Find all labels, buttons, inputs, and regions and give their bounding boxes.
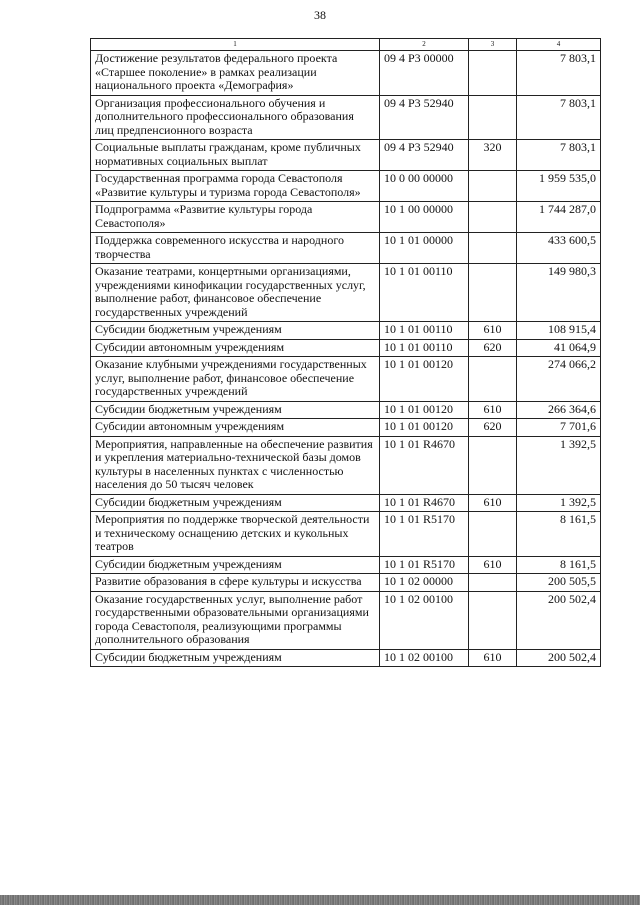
row-code: 10 1 01 00000 bbox=[380, 233, 469, 264]
row-code: 10 1 02 00100 bbox=[380, 649, 469, 667]
row-code: 10 1 01 R4670 bbox=[380, 436, 469, 494]
row-code: 10 1 01 00110 bbox=[380, 264, 469, 322]
row-amount: 200 505,5 bbox=[517, 574, 601, 592]
row-code: 10 1 01 R5170 bbox=[380, 512, 469, 557]
row-code: 10 1 01 00120 bbox=[380, 357, 469, 402]
row-amount: 200 502,4 bbox=[517, 591, 601, 649]
row-type: 620 bbox=[469, 419, 517, 437]
row-name: Оказание клубными учреждениями государственных услуг, выполнение работ, финансовое обеспечение государственных учреждений bbox=[91, 357, 380, 402]
row-amount: 433 600,5 bbox=[517, 233, 601, 264]
row-name: Субсидии бюджетным учреждениям bbox=[91, 649, 380, 667]
table-row bbox=[91, 264, 601, 322]
row-type: 610 bbox=[469, 649, 517, 667]
row-type bbox=[469, 51, 517, 96]
table-row bbox=[91, 436, 601, 494]
row-code: 10 1 01 00120 bbox=[380, 419, 469, 437]
row-type: 610 bbox=[469, 401, 517, 419]
table-row bbox=[91, 233, 601, 264]
row-name: Мероприятия по поддержке творческой деятельности и техническому оснащению детских и кукольных театров bbox=[91, 512, 380, 557]
row-code: 10 1 01 00110 bbox=[380, 322, 469, 340]
row-name: Субсидии бюджетным учреждениям bbox=[91, 322, 380, 340]
row-amount: 41 064,9 bbox=[517, 339, 601, 357]
row-type bbox=[469, 171, 517, 202]
row-amount: 1 392,5 bbox=[517, 436, 601, 494]
row-type bbox=[469, 436, 517, 494]
row-name: Субсидии бюджетным учреждениям bbox=[91, 401, 380, 419]
row-type bbox=[469, 233, 517, 264]
scan-edge-artifact bbox=[0, 895, 640, 905]
row-amount: 274 066,2 bbox=[517, 357, 601, 402]
row-type bbox=[469, 202, 517, 233]
row-type bbox=[469, 591, 517, 649]
row-amount: 7 701,6 bbox=[517, 419, 601, 437]
row-amount: 8 161,5 bbox=[517, 512, 601, 557]
row-amount: 1 959 535,0 bbox=[517, 171, 601, 202]
row-type bbox=[469, 264, 517, 322]
row-type: 320 bbox=[469, 140, 517, 171]
table-row bbox=[91, 95, 601, 140]
row-name: Субсидии автономным учреждениям bbox=[91, 339, 380, 357]
row-name: Развитие образования в сфере культуры и искусства bbox=[91, 574, 380, 592]
row-type bbox=[469, 95, 517, 140]
row-name: Организация профессионального обучения и дополнительного профессионального образования лиц предпенсионного возраста bbox=[91, 95, 380, 140]
row-code: 10 1 02 00100 bbox=[380, 591, 469, 649]
table-row bbox=[91, 171, 601, 202]
row-amount: 7 803,1 bbox=[517, 51, 601, 96]
column-header-type: 3 bbox=[469, 39, 517, 51]
row-amount: 108 915,4 bbox=[517, 322, 601, 340]
table-row bbox=[91, 556, 601, 574]
row-code: 10 1 02 00000 bbox=[380, 574, 469, 592]
row-type: 610 bbox=[469, 494, 517, 512]
row-name: Субсидии бюджетным учреждениям bbox=[91, 556, 380, 574]
table-row bbox=[91, 322, 601, 340]
row-amount: 1 744 287,0 bbox=[517, 202, 601, 233]
table-row bbox=[91, 512, 601, 557]
table-row bbox=[91, 51, 601, 96]
table-row bbox=[91, 401, 601, 419]
row-code: 10 0 00 00000 bbox=[380, 171, 469, 202]
row-type: 610 bbox=[469, 556, 517, 574]
row-name: Социальные выплаты гражданам, кроме публичных нормативных социальных выплат bbox=[91, 140, 380, 171]
column-header-amount: 4 bbox=[517, 39, 601, 51]
row-amount: 8 161,5 bbox=[517, 556, 601, 574]
row-name: Субсидии автономным учреждениям bbox=[91, 419, 380, 437]
row-type: 620 bbox=[469, 339, 517, 357]
table-header-row bbox=[91, 39, 601, 51]
row-name: Подпрограмма «Развитие культуры города Севастополя» bbox=[91, 202, 380, 233]
column-header-name: 1 bbox=[91, 39, 380, 51]
row-name: Поддержка современного искусства и народного творчества bbox=[91, 233, 380, 264]
row-type bbox=[469, 574, 517, 592]
row-type: 610 bbox=[469, 322, 517, 340]
row-amount: 7 803,1 bbox=[517, 95, 601, 140]
row-code: 10 1 01 00110 bbox=[380, 339, 469, 357]
table-row bbox=[91, 202, 601, 233]
row-amount: 149 980,3 bbox=[517, 264, 601, 322]
table-row bbox=[91, 140, 601, 171]
row-amount: 266 364,6 bbox=[517, 401, 601, 419]
row-code: 10 1 01 R5170 bbox=[380, 556, 469, 574]
column-header-code: 2 bbox=[380, 39, 469, 51]
table-row bbox=[91, 419, 601, 437]
row-name: Государственная программа города Севастополя «Развитие культуры и туризма города Севастополя» bbox=[91, 171, 380, 202]
row-amount: 1 392,5 bbox=[517, 494, 601, 512]
row-name: Достижение результатов федерального проекта «Старшее поколение» в рамках реализации национального проекта «Демография» bbox=[91, 51, 380, 96]
row-amount: 7 803,1 bbox=[517, 140, 601, 171]
row-code: 10 1 01 00120 bbox=[380, 401, 469, 419]
table-row bbox=[91, 339, 601, 357]
row-amount: 200 502,4 bbox=[517, 649, 601, 667]
budget-table bbox=[90, 38, 601, 667]
table-row bbox=[91, 649, 601, 667]
table-row bbox=[91, 494, 601, 512]
table-row bbox=[91, 357, 601, 402]
row-code: 09 4 P3 52940 bbox=[380, 95, 469, 140]
row-name: Оказание театрами, концертными организациями, учреждениями кинофикации государственных услуг, выполнение работ, финансовое обеспечение государственных учреждений bbox=[91, 264, 380, 322]
row-code: 09 4 P3 00000 bbox=[380, 51, 469, 96]
table-row bbox=[91, 574, 601, 592]
row-name: Субсидии бюджетным учреждениям bbox=[91, 494, 380, 512]
row-code: 10 1 00 00000 bbox=[380, 202, 469, 233]
row-name: Оказание государственных услуг, выполнение работ государственными образовательными организациями города Севастополя, реализующими программы дополнительного образования bbox=[91, 591, 380, 649]
table-row bbox=[91, 591, 601, 649]
row-name: Мероприятия, направленные на обеспечение развития и укрепления материально-технической базы домов культуры в населенных пунктах с численностью населения до 50 тысяч человек bbox=[91, 436, 380, 494]
row-code: 10 1 01 R4670 bbox=[380, 494, 469, 512]
page-number: 38 bbox=[314, 8, 326, 22]
row-code: 09 4 P3 52940 bbox=[380, 140, 469, 171]
row-type bbox=[469, 512, 517, 557]
row-type bbox=[469, 357, 517, 402]
